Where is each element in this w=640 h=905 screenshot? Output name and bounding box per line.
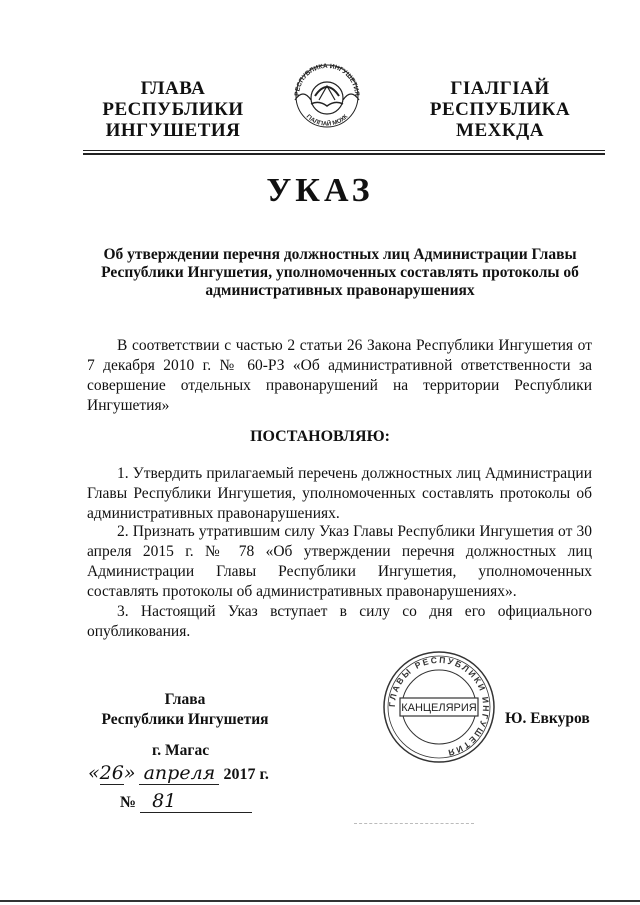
- svg-text:ГIАЛГIАЙ МОХК: ГIАЛГIАЙ МОХК: [304, 113, 350, 128]
- decree-item-2: 2. Признать утратившим силу Указ Главы Республики Ингушетия от 30 апреля 2015 г. № 78 «Об утверждении перечня должностных лиц Администрации Главы Республики Ингушетия, уполномоченных составлять протоколы об административных правонарушениях».: [87, 523, 592, 600]
- decree-item-1: 1. Утвердить прилагаемый перечень должностных лиц Администрации Главы Республики Ингушетия, уполномоченных составлять протоколы об административных правонарушениях.: [87, 465, 592, 522]
- signatory-position-line-1: Глава: [164, 691, 206, 708]
- footer-line: [354, 823, 474, 824]
- date-month: апреля: [139, 762, 219, 785]
- coat-of-arms-emblem: [289, 60, 365, 130]
- decree-heading: ПОСТАНОВЛЯЮ:: [250, 428, 390, 445]
- date-open-quote: «: [88, 762, 100, 784]
- header-left-line-3: ИНГУШЕТИЯ: [105, 120, 241, 141]
- document-title: УКАЗ: [266, 172, 374, 209]
- header-left: [98, 78, 248, 141]
- place-of-signing: г. Магас: [152, 742, 210, 759]
- signatory-name: Ю. Евкуров: [505, 710, 590, 727]
- header-right-line-1: ГIАЛГIАЙ: [450, 78, 550, 99]
- date-day: 26: [99, 762, 124, 784]
- header-right: [425, 78, 575, 141]
- date-year: 2017 г.: [223, 766, 269, 783]
- svg-text:КАНЦЕЛЯРИЯ: КАНЦЕЛЯРИЯ: [401, 702, 477, 714]
- date-line: [88, 762, 269, 785]
- svg-text:РЕСПУБЛИКА ИНГУШЕТИЯ: РЕСПУБЛИКА ИНГУШЕТИЯ: [293, 62, 361, 97]
- header-left-line-2: РЕСПУБЛИКИ: [102, 99, 244, 120]
- signatory-position: [95, 690, 275, 730]
- number-value: 81: [140, 790, 252, 813]
- decree-item-3: 3. Настоящий Указ вступает в силу со дня его официального опубликования.: [87, 603, 592, 640]
- date-close-quote: »: [123, 762, 136, 784]
- number-label: №: [120, 794, 137, 811]
- header-right-line-3: МЕХКДА: [456, 120, 544, 141]
- preamble-paragraph: В соответствии с частью 2 статьи 26 Закона Республики Ингушетия от 7 декабря 2010 г. № 60-РЗ «Об административной ответственности за совершение отдельных правонарушений на территории Республики Ингушетия»: [87, 337, 592, 414]
- number-line: [120, 790, 252, 813]
- page-edge-line: [0, 900, 640, 902]
- svg-text:ГЛАВЫ РЕСПУБЛИКИ ИНГУШЕТИЯ: ГЛАВЫ РЕСПУБЛИКИ ИНГУШЕТИЯ: [386, 654, 492, 759]
- official-stamp: [380, 648, 498, 766]
- header-left-line-1: ГЛАВА: [140, 78, 206, 99]
- document-subject: Об утверждении перечня должностных лиц Администрации Главы Республики Ингушетия, уполномоченных составлять протоколы об административных правонарушениях: [101, 246, 579, 299]
- signatory-position-line-2: Республики Ингушетия: [101, 711, 269, 728]
- header-divider-bottom: [83, 153, 605, 155]
- header-divider-top: [83, 150, 605, 151]
- header-right-line-2: РЕСПУБЛИКА: [429, 99, 571, 120]
